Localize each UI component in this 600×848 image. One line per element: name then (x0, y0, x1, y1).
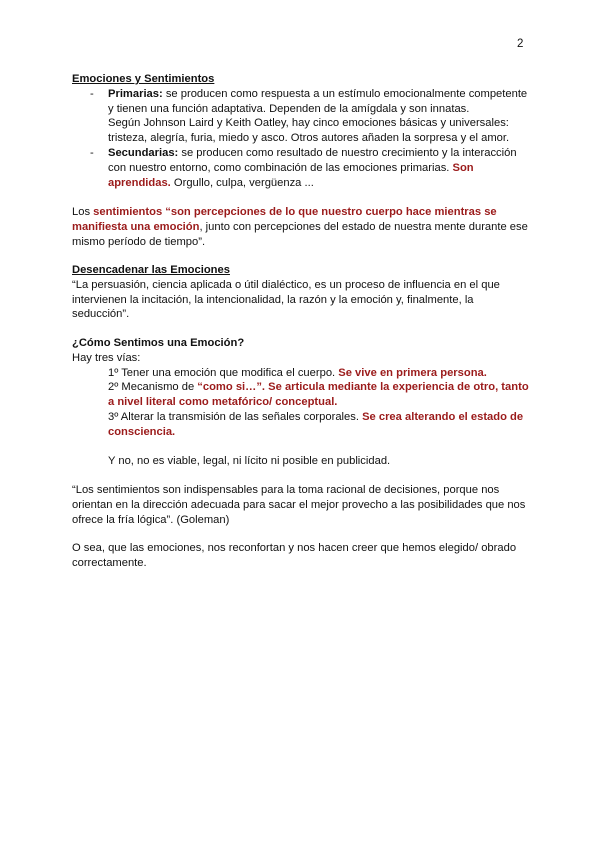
bullet-secundarias (72, 146, 532, 190)
via-3 (108, 410, 532, 440)
label-secundarias: Secundarias: (108, 146, 179, 159)
heading-emociones-sentimientos: Emociones y Sentimientos (72, 73, 215, 85)
text-goleman-quote: “Los sentimientos son indispensables para la toma racional de decisiones, porque nos orientan en la dirección adecuada para sacar el mejor provecho a las posibilidades que nos ofrece la fría lógica”. (Goleman) (72, 484, 526, 526)
text-secundarias: se producen como resultado de nuestro crecimiento y la interacción con nuestro entorno, como combinación de las emociones primarias. (108, 146, 517, 174)
text-primarias: se producen como respuesta a un estímulo emocionalmente competente y tienen una función adaptativa. Dependen de la amígdala y son innatas. (108, 87, 528, 115)
paragraph-sentimientos (72, 205, 532, 249)
section-como-sentimos (72, 336, 532, 468)
text-conclusion: O sea, que las emociones, nos reconfortan y nos hacen creer que hemos elegido/ obrado correctamente. (72, 542, 517, 569)
text-sentimientos-rest: , junto con percepciones del estado de nuestra mente durante ese mismo período de tiempo”. (72, 220, 528, 248)
via-1-text: 1º Tener una emoción que modifica el cuerpo. (108, 366, 339, 379)
heading-como-sentimos: ¿Cómo Sentimos una Emoción? (72, 337, 245, 349)
via-2-highlight: “como si…”. Se articula mediante la experiencia de otro, tanto a nivel literal como metafórico/ conceptual. (108, 381, 529, 409)
via-3-text: 3º Alterar la transmisión de las señales corporales. (108, 410, 363, 423)
note-publicidad: Y no, no es viable, legal, ni lícito ni posible en publicidad. (108, 454, 391, 467)
via-3-highlight: Se crea alterando el estado de consciencia. (108, 410, 524, 438)
bullet-dash: - (90, 87, 94, 100)
page-number: 2 (517, 38, 524, 50)
via-1-highlight: Se vive en primera persona. (338, 366, 487, 379)
text-emociones-basicas: Según Johnson Laird y Keith Oatley, hay cinco emociones básicas y universales: tristeza, alegría, furia, miedo y asco. Otros autores añaden la sorpresa y el amor. (108, 117, 510, 145)
via-2-text: 2º Mecanismo de (108, 381, 198, 394)
text-tres-vias: Hay tres vías: (72, 351, 141, 364)
text-persuasion: “La persuasión, ciencia aplicada o útil dialéctico, es un proceso de influencia en el que intervienen la incitación, la intencionalidad, la razón y la emoción y, finalmente, la seducción”. (72, 278, 500, 321)
heading-desencadenar: Desencadenar las Emociones (72, 264, 230, 276)
via-1 (108, 366, 532, 381)
bullet-dash: - (90, 146, 94, 159)
label-primarias: Primarias: (108, 87, 163, 100)
section-desencadenar (72, 263, 532, 322)
highlight-sentimientos: sentimientos “son percepciones de lo que nuestro cuerpo hace mientras se manifiesta una emoción (72, 206, 497, 233)
via-2 (108, 380, 532, 410)
paragraph-conclusion (72, 541, 532, 571)
list-vias (72, 366, 532, 469)
bullet-primarias (72, 87, 532, 146)
text-los: Los (72, 206, 94, 218)
section-emociones-sentimientos (72, 72, 532, 190)
quote-goleman (72, 483, 532, 527)
highlight-son-aprendidas: Son aprendidas. (108, 161, 474, 189)
text-secundarias-examples: Orgullo, culpa, vergüenza ... (170, 176, 314, 189)
